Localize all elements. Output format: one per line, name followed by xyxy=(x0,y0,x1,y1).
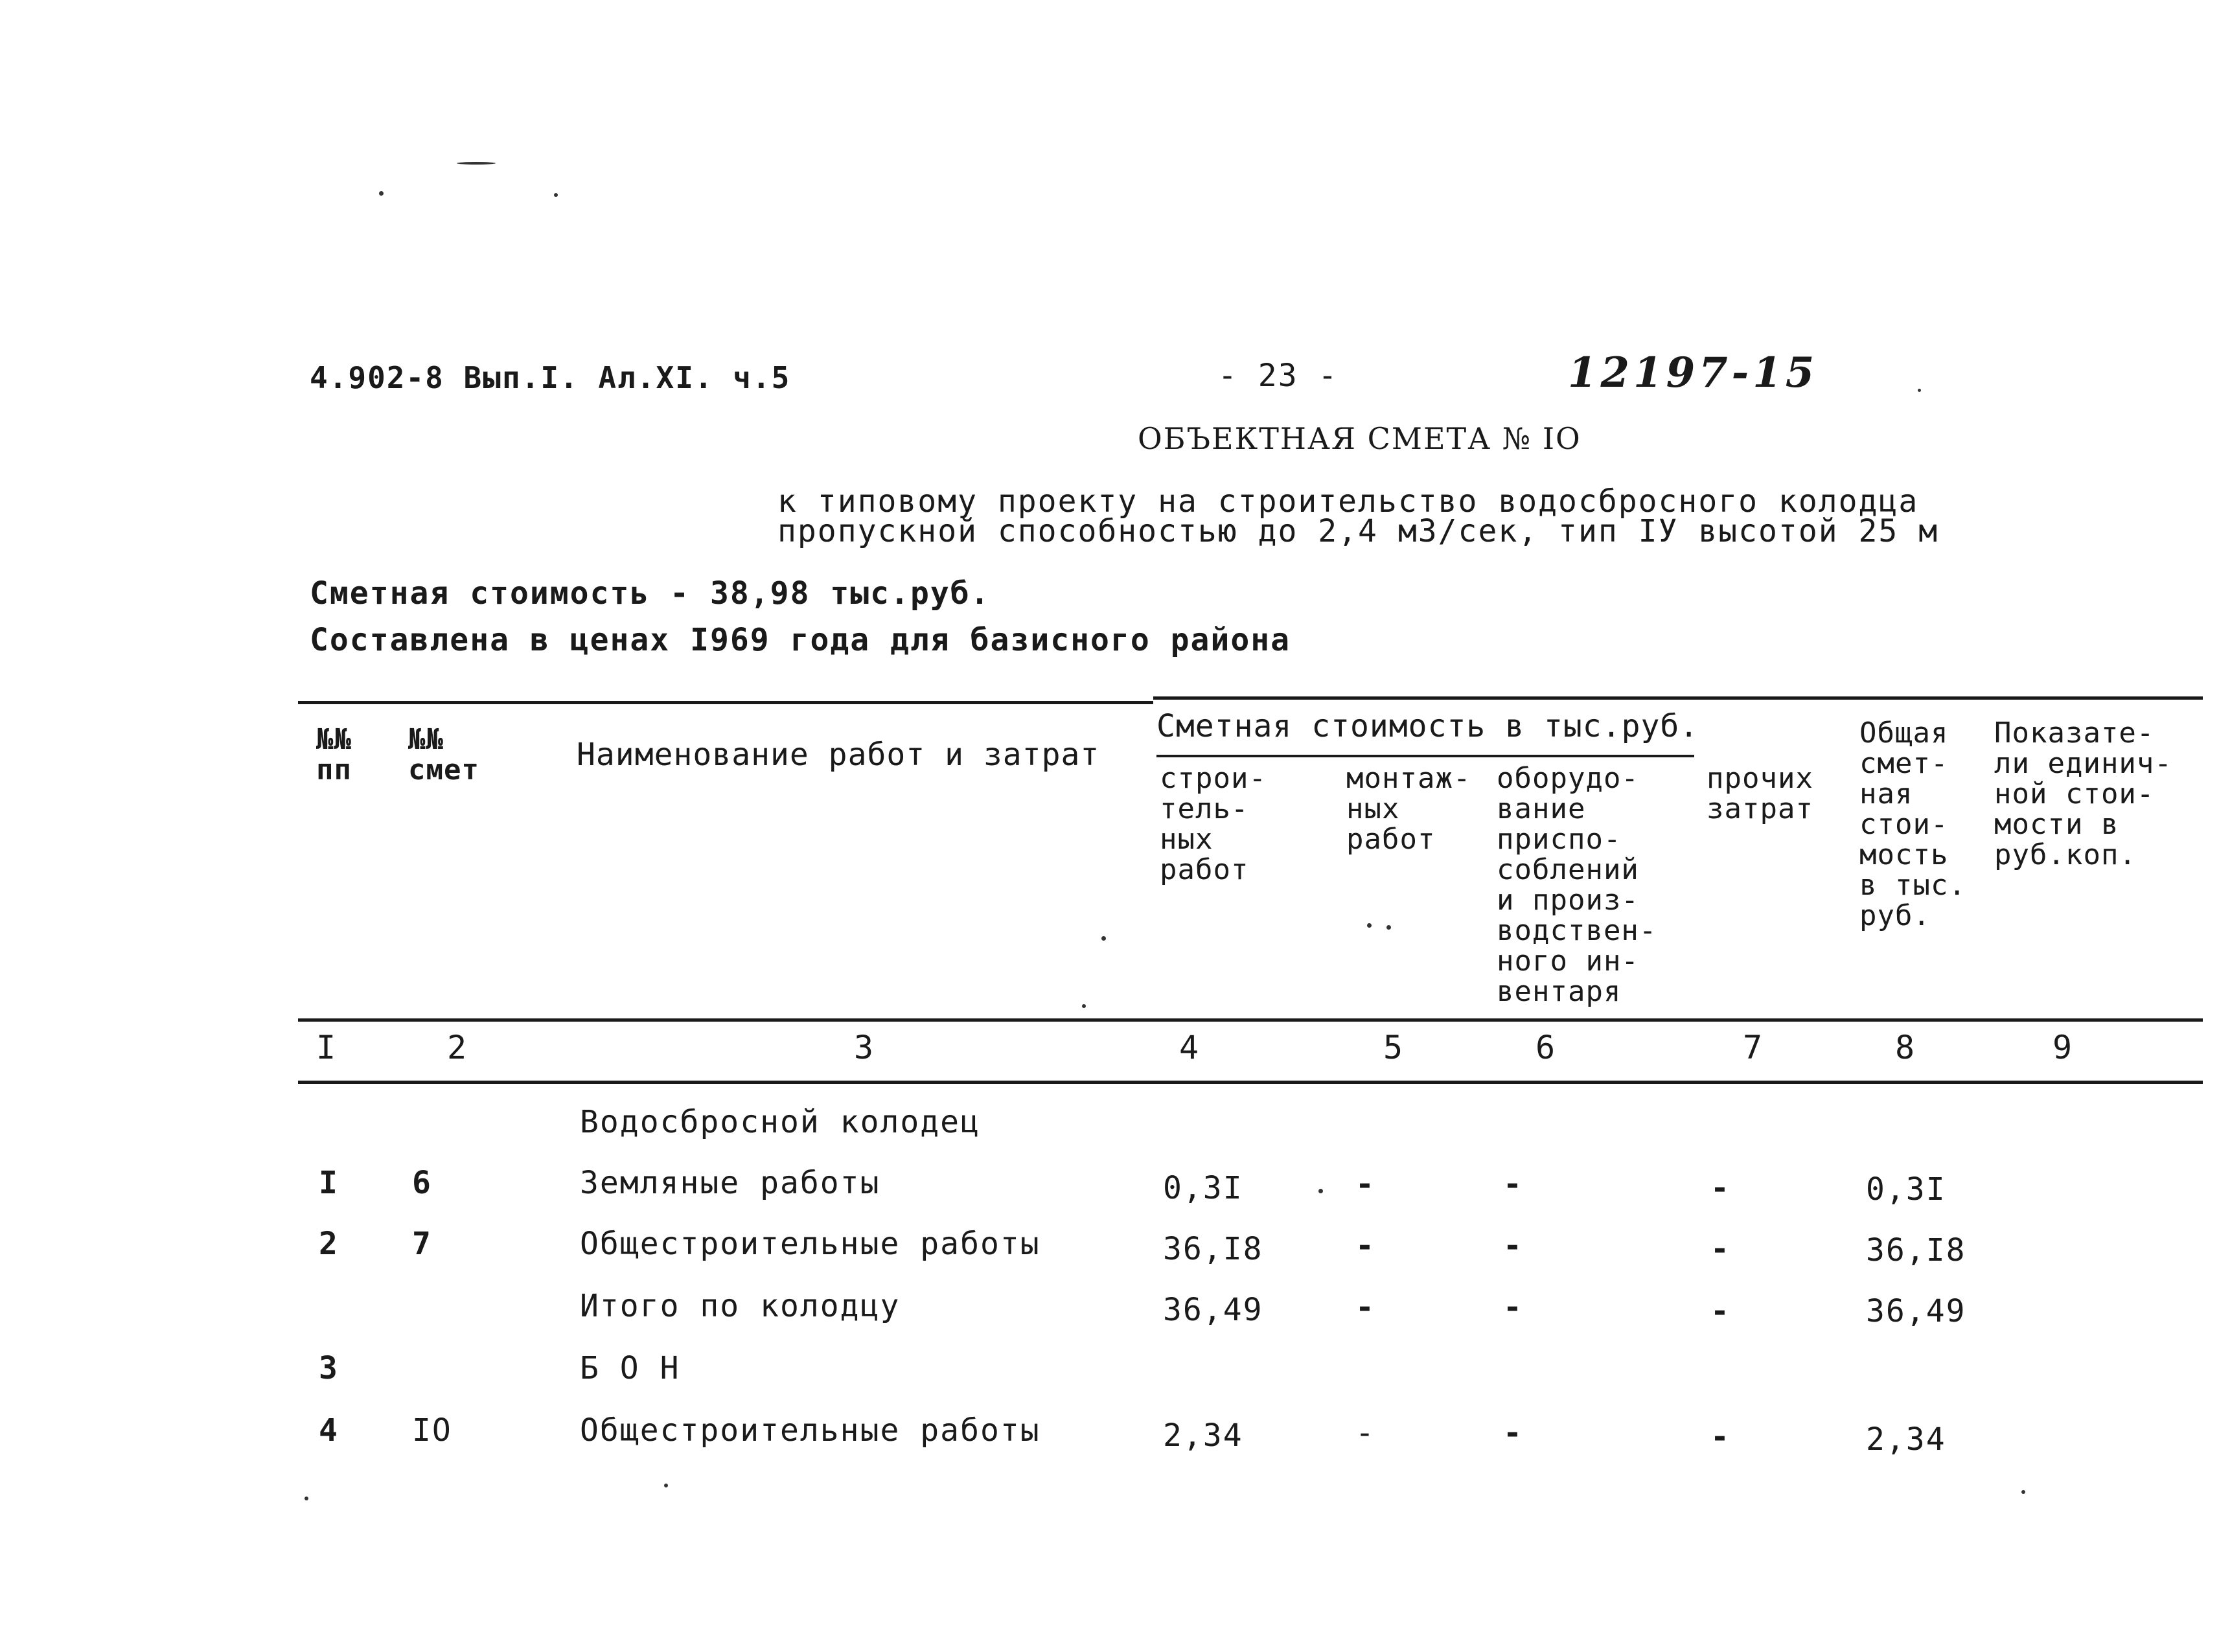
row-equipment: - xyxy=(1503,1289,1523,1325)
column-number-rule xyxy=(298,1081,2203,1084)
row-pp: 3 xyxy=(319,1350,339,1386)
scan-speck xyxy=(1367,923,1372,928)
row-smet: IO xyxy=(412,1412,452,1449)
row-pp: 2 xyxy=(319,1226,339,1262)
scan-speck xyxy=(554,193,558,197)
scan-speck xyxy=(1386,925,1391,930)
page-number: - 23 - xyxy=(1218,358,1339,394)
price-basis: Составлена в ценах I969 года для базисного района xyxy=(310,622,1291,658)
scan-speck xyxy=(1082,1004,1086,1008)
row-installation: - xyxy=(1355,1289,1375,1325)
row-total: 2,34 xyxy=(1866,1421,1946,1458)
row-name: Общестроительные работы xyxy=(580,1226,1041,1262)
header-col-total: Общая смет- ная стои- мость в тыс. руб. xyxy=(1859,717,1966,932)
column-number-1: I xyxy=(316,1029,336,1066)
column-number-7: 7 xyxy=(1743,1029,1763,1066)
header-col-other: прочих затрат xyxy=(1707,762,1813,825)
table-top-rule-left xyxy=(298,701,1153,704)
subtitle-line-2: пропускной способностью до 2,4 м3/сек, тип IУ высотой 25 м xyxy=(777,513,1939,549)
scan-speck xyxy=(1101,936,1106,941)
row-name: Общестроительные работы xyxy=(580,1412,1041,1449)
row-equipment: - xyxy=(1503,1228,1523,1264)
row-construction: 2,34 xyxy=(1163,1417,1243,1454)
column-number-6: 6 xyxy=(1535,1029,1556,1066)
header-col-name: Наименование работ и затрат xyxy=(577,737,1100,773)
estimated-cost: Сметная стоимость - 38,98 тыс.руб. xyxy=(310,575,991,612)
table-top-rule-right xyxy=(1153,696,2203,700)
scan-mark xyxy=(457,162,496,165)
scan-speck xyxy=(664,1484,668,1487)
scan-speck xyxy=(379,191,384,196)
scan-speck xyxy=(305,1497,308,1500)
document-code: 4.902-8 Вып.I. Ал.XI. ч.5 xyxy=(310,360,791,395)
row-name: Б О Н xyxy=(580,1350,680,1386)
handwritten-stamp: 12197-15 xyxy=(1568,349,1819,397)
row-smet: 7 xyxy=(412,1226,432,1262)
row-name: Итого по колодцу xyxy=(580,1288,901,1324)
group-header-rule xyxy=(1156,755,1694,757)
header-col-equipment: оборудо- вание приспо- соблений и произ- водствен- ного ин- вентаря xyxy=(1497,762,1657,1008)
scan-speck xyxy=(2021,1490,2025,1494)
row-smet: 6 xyxy=(412,1165,432,1201)
column-number-8: 8 xyxy=(1895,1029,1915,1066)
row-name: Водосбросной колодец xyxy=(580,1104,980,1140)
header-col-smet: №№ смет xyxy=(408,723,479,786)
row-pp: 4 xyxy=(319,1412,339,1449)
column-number-2: 2 xyxy=(447,1029,467,1066)
column-number-3: 3 xyxy=(854,1029,874,1066)
header-col-installation: монтаж- ных работ xyxy=(1346,762,1471,856)
subtitle-line-1: к типовому проекту на строительство водосбросного колодца xyxy=(777,483,1919,520)
header-col-construction: строи- тель- ных работ xyxy=(1160,762,1267,886)
row-construction: 36,I8 xyxy=(1163,1231,1263,1267)
header-group-cost: Сметная стоимость в тыс.руб. xyxy=(1156,708,1699,744)
column-number-5: 5 xyxy=(1383,1029,1403,1066)
row-other: - xyxy=(1710,1293,1730,1329)
row-other: - xyxy=(1710,1419,1730,1455)
header-bottom-rule xyxy=(298,1018,2203,1022)
row-equipment: - xyxy=(1503,1415,1523,1451)
header-col-unit-indicators: Показате- ли единич- ной стои- мости в руб.коп. xyxy=(1994,717,2172,871)
row-installation: - xyxy=(1355,1415,1375,1451)
row-total: 36,I8 xyxy=(1866,1232,1966,1268)
row-installation: - xyxy=(1355,1228,1375,1264)
column-number-9: 9 xyxy=(2052,1029,2073,1066)
row-total: 36,49 xyxy=(1866,1293,1966,1329)
scan-speck xyxy=(1318,1189,1323,1193)
column-number-4: 4 xyxy=(1179,1029,1199,1066)
row-construction: 36,49 xyxy=(1163,1292,1263,1328)
row-equipment: - xyxy=(1503,1166,1523,1202)
row-other: - xyxy=(1710,1170,1730,1206)
row-name: Земляные работы xyxy=(580,1165,880,1201)
row-construction: 0,3I xyxy=(1163,1170,1243,1206)
row-total: 0,3I xyxy=(1866,1171,1946,1208)
estimate-title: ОБЪЕКТНАЯ СМЕТА № IO xyxy=(1138,421,1581,456)
row-other: - xyxy=(1710,1231,1730,1267)
row-installation: - xyxy=(1355,1166,1375,1202)
scan-speck xyxy=(1918,389,1921,392)
row-pp: I xyxy=(319,1165,339,1201)
header-col-pp: №№ пп xyxy=(316,723,352,786)
